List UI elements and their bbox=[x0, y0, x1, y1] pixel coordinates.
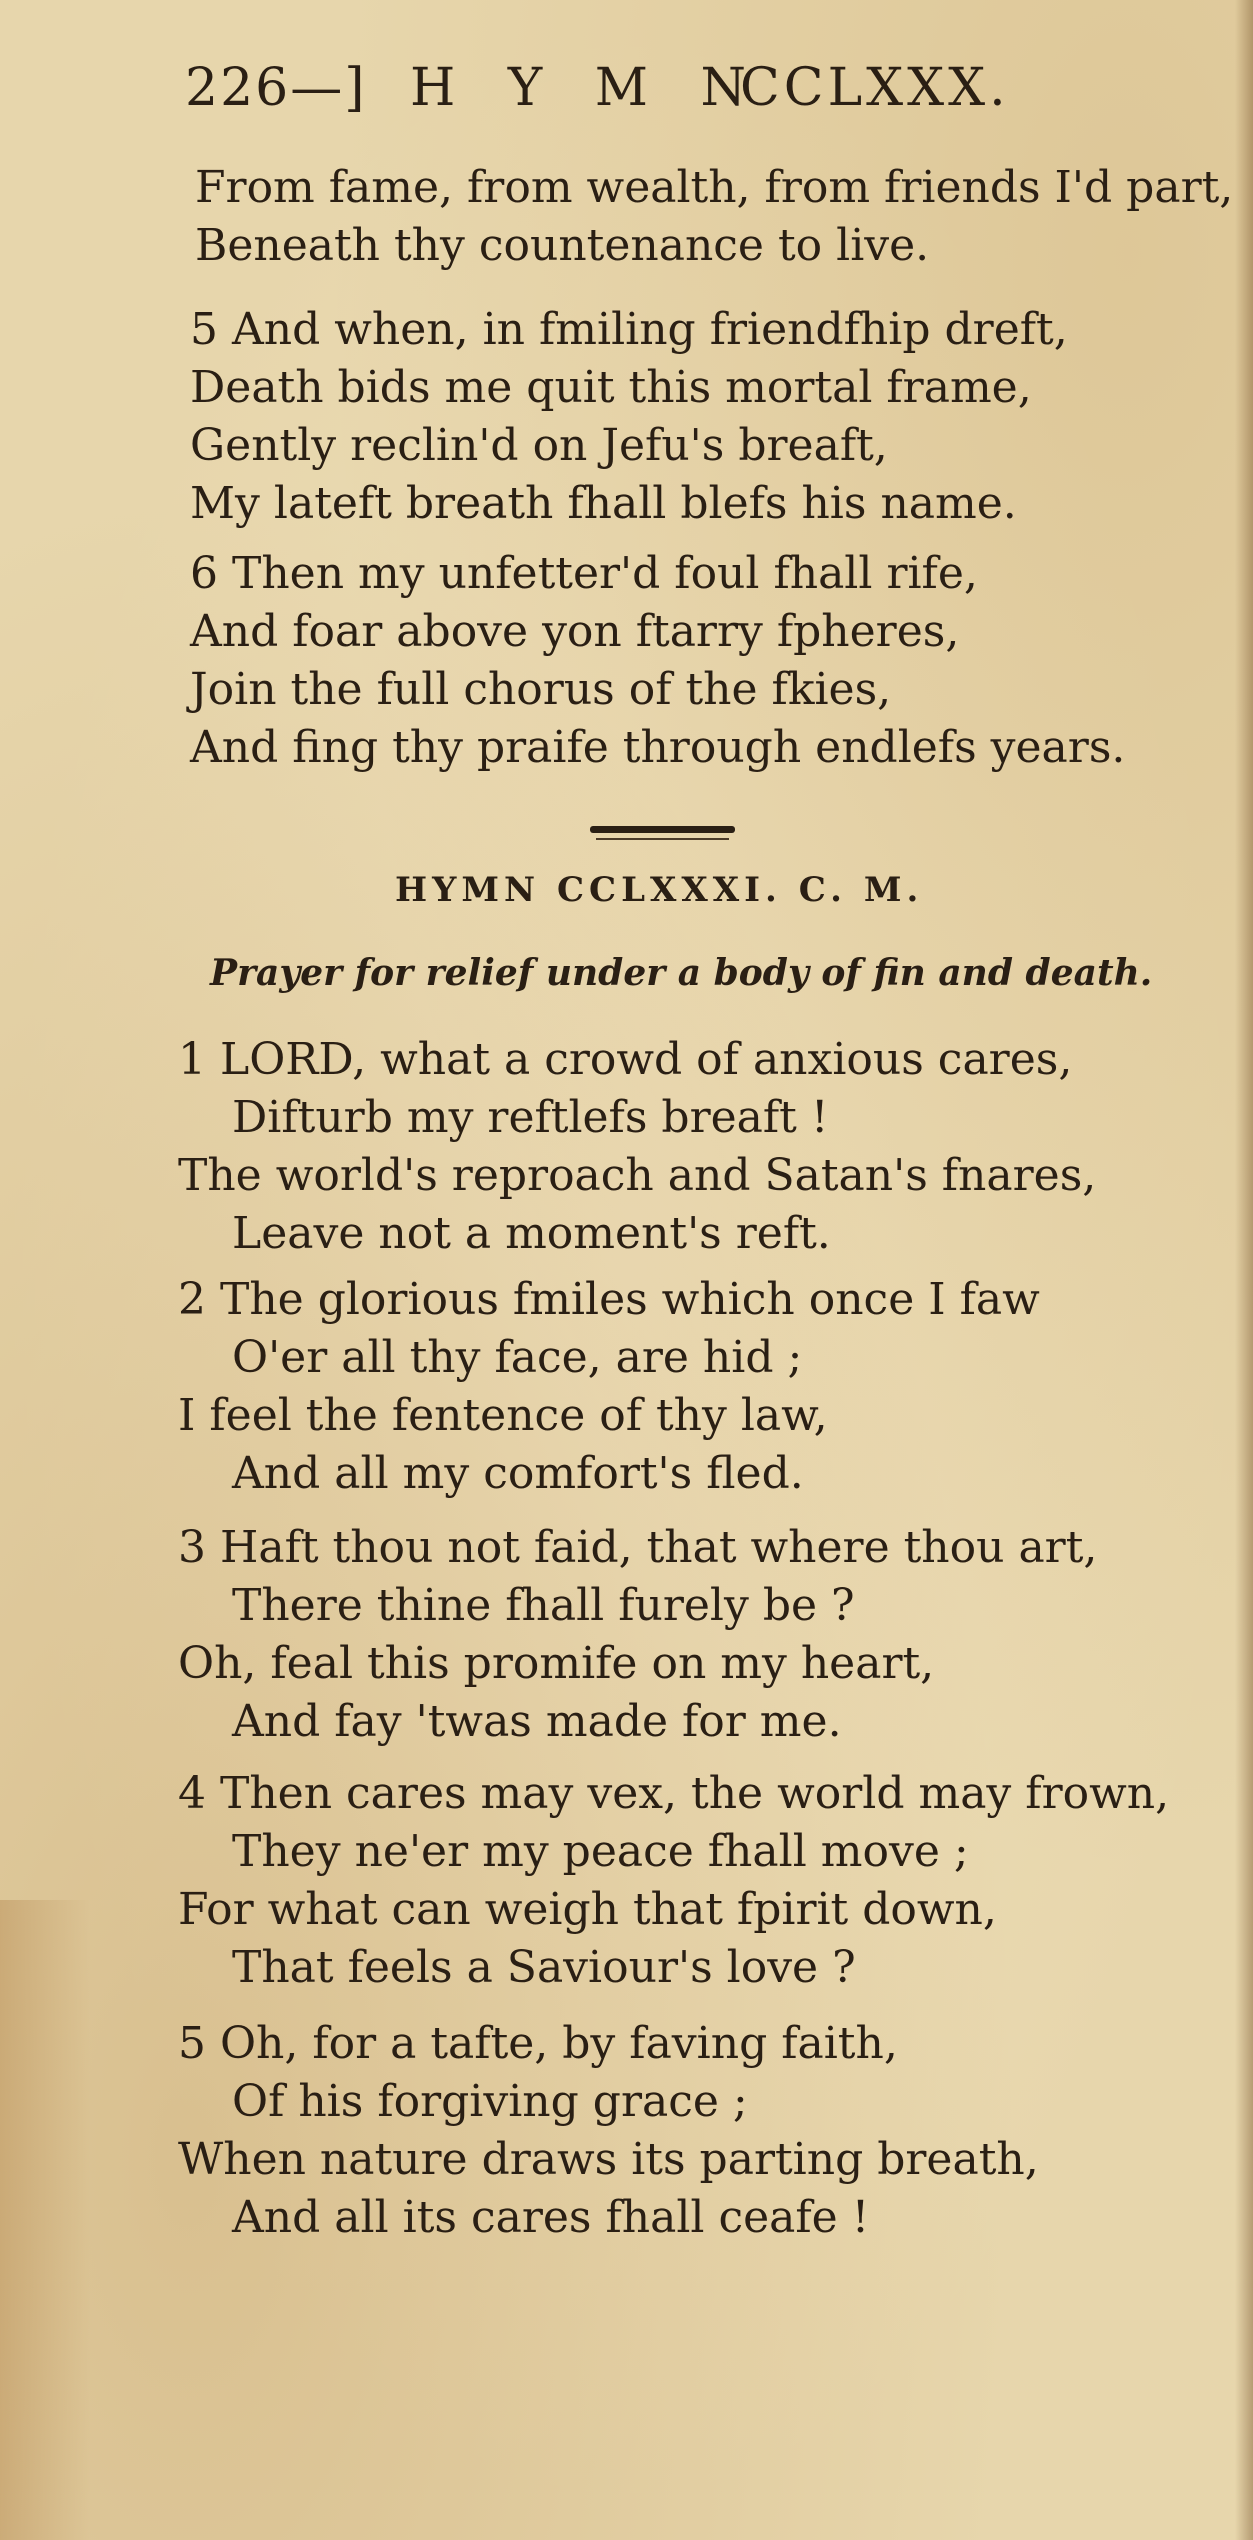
verse-line: And fing thy praife through endlefs years. bbox=[190, 722, 1126, 773]
verse-line: And all my comfort's fled. bbox=[232, 1448, 804, 1499]
verse-line: 5 And when, in fmiling friendfhip dreft, bbox=[190, 304, 1068, 355]
verse-line: Join the full chorus of the fkies, bbox=[190, 664, 892, 715]
page-number: 226—] bbox=[185, 58, 367, 118]
verse-line: And fay 'twas made for me. bbox=[232, 1696, 842, 1747]
verse-line: Difturb my reftlefs breaft ! bbox=[232, 1092, 829, 1143]
verse-line: When nature draws its parting breath, bbox=[178, 2134, 1039, 2185]
paper-stain bbox=[0, 1900, 90, 2540]
verse-line: Death bids me quit this mortal frame, bbox=[190, 362, 1032, 413]
section-divider bbox=[590, 826, 735, 833]
verse-line: The world's reproach and Satan's fnares, bbox=[178, 1150, 1097, 1201]
running-header bbox=[185, 58, 1065, 118]
verse-line: 1 LORD, what a crowd of anxious cares, bbox=[178, 1034, 1073, 1085]
verse-line: Oh, feal this promife on my heart, bbox=[178, 1638, 935, 1689]
verse-line: O'er all thy face, are hid ; bbox=[232, 1332, 803, 1383]
verse-line: Of his forgiving grace ; bbox=[232, 2076, 748, 2127]
verse-line: 5 Oh, for a tafte, by faving faith, bbox=[178, 2018, 898, 2069]
verse-line: Gently reclin'd on Jefu's breaft, bbox=[190, 420, 888, 471]
header-hymn-number: CCLXXX. bbox=[740, 58, 1010, 118]
hymn-title: HYMN CCLXXXI. C. M. bbox=[395, 870, 924, 910]
verse-line: Beneath thy countenance to live. bbox=[195, 220, 930, 271]
verse-line: 6 Then my unfetter'd foul fhall rife, bbox=[190, 548, 978, 599]
verse-line: There thine fhall furely be ? bbox=[232, 1580, 855, 1631]
verse-line: 4 Then cares may vex, the world may frown, bbox=[178, 1768, 1170, 1819]
verse-line: My lateft breath fhall blefs his name. bbox=[190, 478, 1017, 529]
verse-line: For what can weigh that fpirit down, bbox=[178, 1884, 997, 1935]
verse-line: 2 The glorious fmiles which once I faw bbox=[178, 1274, 1040, 1325]
verse-line: And foar above yon ftarry fpheres, bbox=[190, 606, 960, 657]
header-title: H Y M N bbox=[410, 58, 765, 118]
verse-line: From fame, from wealth, from friends I'd part, bbox=[195, 162, 1234, 213]
verse-line: They ne'er my peace fhall move ; bbox=[232, 1826, 969, 1877]
verse-line: That feels a Saviour's love ? bbox=[232, 1942, 856, 1993]
verse-line: I feel the fentence of thy law, bbox=[178, 1390, 828, 1441]
verse-line: Leave not a moment's reft. bbox=[232, 1208, 831, 1259]
page-edge-shadow bbox=[1235, 0, 1253, 2540]
verse-line: And all its cares fhall ceafe ! bbox=[232, 2192, 870, 2243]
verse-line: 3 Haft thou not faid, that where thou art, bbox=[178, 1522, 1098, 1573]
hymn-subtitle: Prayer for relief under a body of fin and death. bbox=[210, 952, 1153, 994]
